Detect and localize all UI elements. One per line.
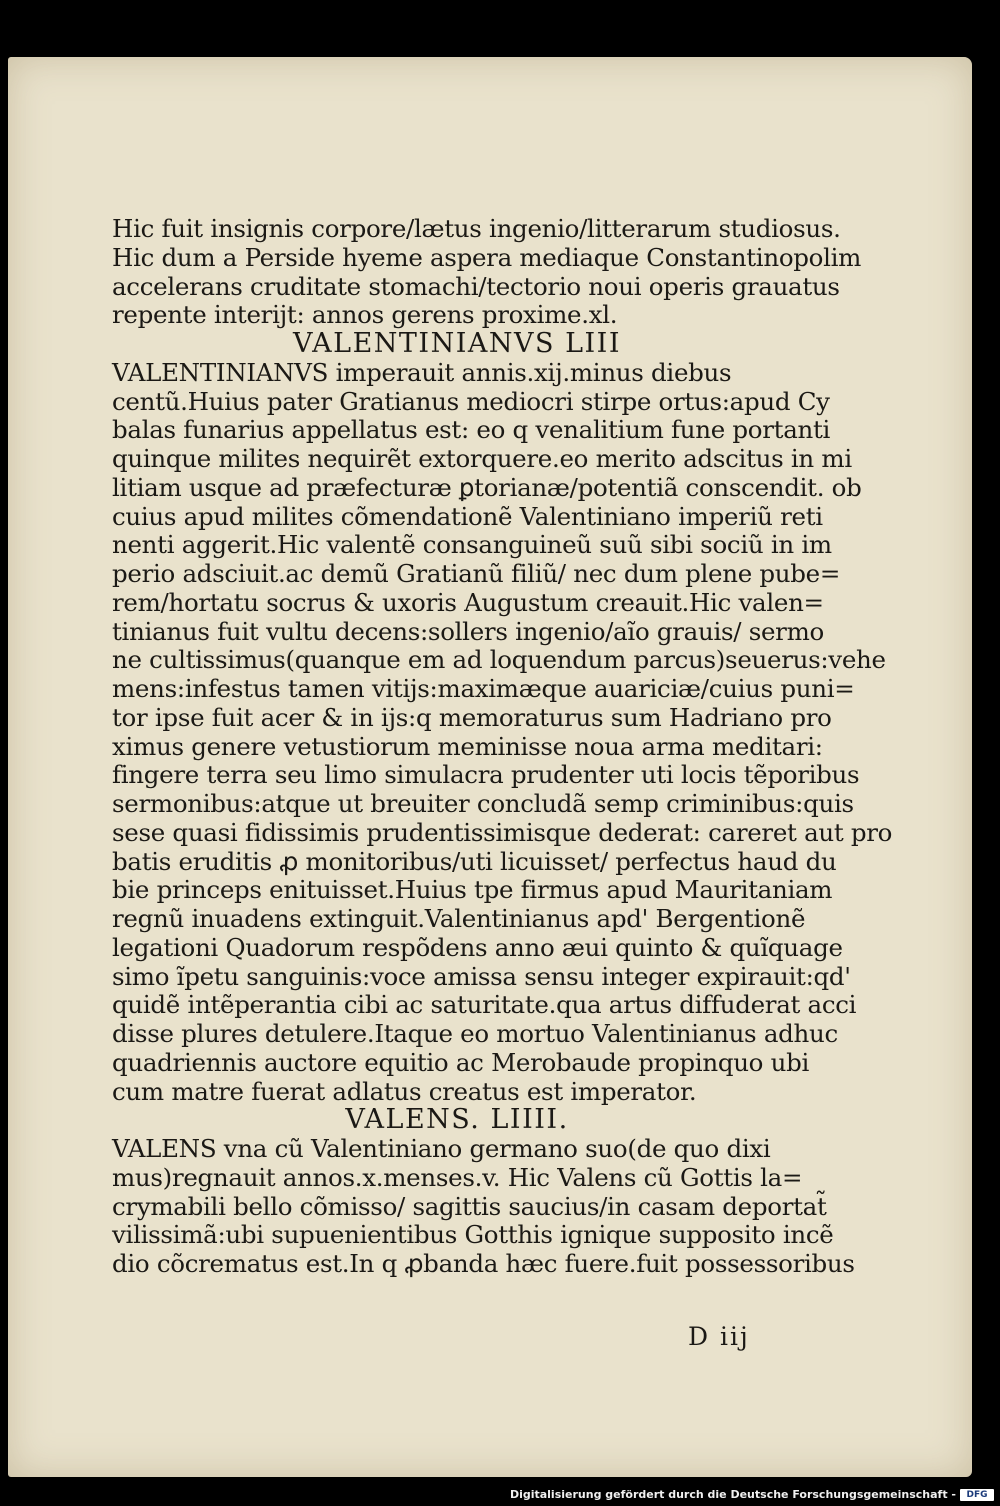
text-line: ne cultissimus(quanque em ad loquendum parcus)seuerus:vehe	[112, 645, 886, 675]
text-line: mens:infestus tamen vitijs:maximæque auariciæ/cuius puni=	[112, 674, 855, 703]
text-line: nenti aggerit.Hic valentẽ consanguineũ suũ sibi sociũ in im	[112, 530, 832, 560]
text-line: centũ.Huius pater Gratianus mediocri stirpe ortus:apud Cy	[112, 386, 830, 416]
text-line: balas funarius appellatus est: eo q venalitium fune portanti	[112, 415, 831, 445]
footer-credit: Digitalisierung gefördert durch die Deutsche Forschungsgemeinschaft -	[509, 1488, 956, 1501]
text-line: simo ĩpetu sanguinis:voce amissa sensu integer expirauit:qd'	[112, 961, 851, 991]
text-line: quinque milites nequirẽt extorquere.eo merito adscitus in mi	[112, 444, 852, 473]
text-line: cum matre fuerat adlatus creatus est imperator.	[112, 1076, 697, 1106]
text-line: quadriennis auctore equitio ac Merobaude propinquo ubi	[112, 1047, 810, 1077]
text-line: crymabili bello cõmisso/ sagittis saucius/in casam deportat̃	[112, 1191, 827, 1221]
page-text	[112, 214, 893, 1279]
text-line: fingere terra seu limo simulacra prudenter uti locis tẽporibus	[112, 760, 860, 790]
dfg-logo-icon: DFG	[960, 1489, 994, 1501]
text-line: sermonibus:atque ut breuiter concludã semp criminibus:quis	[112, 789, 854, 818]
section-heading-valens: VALENS. LIIII.	[345, 1104, 569, 1136]
text-line: sese quasi fidissimis prudentissimisque dederat: careret aut pro	[112, 817, 893, 847]
text-line: legationi Quadorum respõdens anno æui quinto & quĩquage	[112, 932, 843, 962]
text-line: Hic fuit insignis corpore/lætus ingenio/litterarum studiosus.	[112, 214, 841, 243]
text-line: quidẽ intẽperantia cibi ac saturitate.qua artus diffuderat acci	[112, 990, 857, 1020]
text-line: repente interijt: annos gerens proxime.xl.	[112, 300, 618, 330]
text-line: dio cõcrematus est.In q ꝓbanda hæc fuere.fuit possessoribus	[112, 1249, 855, 1278]
text-line: regnũ inuadens extinguit.Valentinianus apd' Bergentionẽ	[112, 904, 806, 933]
text-line: mus)regnauit annos.x.menses.v. Hic Valens cũ Gottis la=	[112, 1162, 803, 1192]
text-line: accelerans cruditate stomachi/tectorio noui operis grauatus	[112, 271, 840, 301]
section-heading-valentinianus: VALENTINIANVS LIII	[292, 328, 622, 359]
text-line: vilissimã:ubi supuenientibus Gotthis ignique supposito incẽ	[112, 1220, 834, 1250]
signature-mark: D iij	[688, 1322, 750, 1351]
text-line: disse plures detulere.Itaque eo mortuo Valentinianus adhuc	[112, 1019, 838, 1048]
text-line: ximus genere vetustiorum meminisse noua arma meditari:	[112, 731, 823, 761]
text-line: VALENS vna cũ Valentiniano germano suo(de quo dixi	[112, 1134, 771, 1163]
text-line: rem/hortatu socrus & uxoris Augustum creauit.Hic valen=	[112, 587, 824, 617]
text-line: tinianus fuit vultu decens:sollers ingenio/aĩo grauis/ sermo	[112, 616, 824, 646]
footer-bar	[0, 1485, 1000, 1506]
text-line: Hic dum a Perside hyeme aspera mediaque Constantinopolim	[112, 242, 862, 272]
book-page	[8, 57, 972, 1477]
text-line: bie princeps enituisset.Huius tpe firmus apud Mauritaniam	[112, 875, 833, 905]
text-line: batis eruditis ꝓ monitoribus/uti licuisset/ perfectus haud du	[112, 846, 837, 876]
text-line: VALENTINIANVS imperauit annis.xij.minus diebus	[112, 357, 732, 387]
text-line: litiam usque ad præfecturæ ꝑtorianæ/potentiã conscendit. ob	[112, 472, 862, 502]
text-line: perio adsciuit.ac demũ Gratianũ filiũ/ nec dum plene pube=	[112, 559, 841, 588]
text-line: tor ipse fuit acer & in ijs:q memoraturus sum Hadriano pro	[112, 702, 832, 732]
text-line: cuius apud milites cõmendationẽ Valentiniano imperiũ reti	[112, 501, 823, 531]
